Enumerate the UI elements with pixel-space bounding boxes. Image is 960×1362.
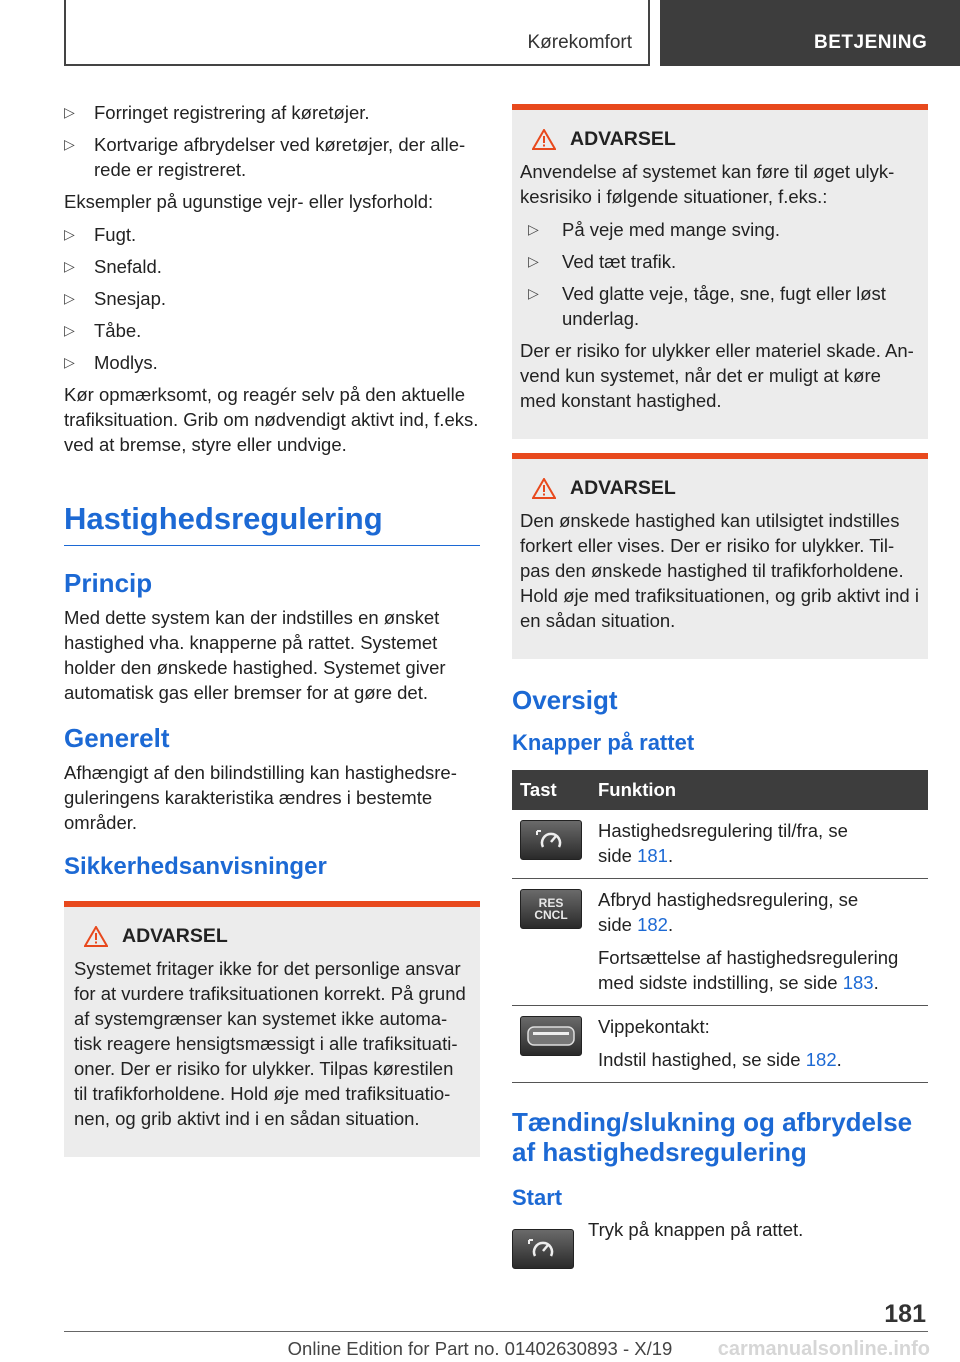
examples-intro: Eksempler på ugunstige vejr- eller lysforhold: xyxy=(64,191,434,212)
warning-box xyxy=(512,104,928,439)
bullet-triangle-icon: ▷ xyxy=(64,226,75,242)
buttons-heading: Knapper på rattet xyxy=(512,730,695,755)
list-item: ▷ Tåbe. xyxy=(64,320,142,341)
overview-heading: Oversigt xyxy=(512,685,618,715)
bullet-triangle-icon: ▷ xyxy=(64,354,75,370)
list-item: ▷ Modlys. xyxy=(64,352,158,373)
warning-triangle-icon xyxy=(84,926,108,947)
res-cncl-icon: RES CNCL xyxy=(520,889,582,929)
warning-outro: Der er risiko for ulykker eller materiel skade. An-vend kun systemet, når det er muligt at køre med konstant hastighed. xyxy=(520,340,914,411)
bullet-triangle-icon: ▷ xyxy=(64,322,75,338)
list-item: ▷ Ved tæt trafik. xyxy=(528,251,677,272)
section-title: Kørekomfort xyxy=(527,32,632,53)
cruise-onoff-icon xyxy=(520,820,582,860)
row-description: Vippekontakt: xyxy=(598,1016,710,1037)
col-header-function: Funktion xyxy=(590,770,928,810)
watermark: carmanualsonline.info xyxy=(717,1338,930,1360)
header-section-box xyxy=(64,0,650,66)
onoff-heading: Tænding/slukning og afbrydelse af hastighedsregulering xyxy=(512,1107,913,1167)
row-description: Hastighedsregulering til/fra, se xyxy=(598,820,848,841)
left-column xyxy=(64,100,480,1157)
warning-intro: Anvendelse af systemet kan føre til øget ulyk-kesrisiko i følgende situationer, f.eks.: xyxy=(520,161,895,207)
list-item: ▷ På veje med mange sving. xyxy=(528,219,781,240)
cruise-onoff-icon xyxy=(512,1229,574,1269)
table-row: Hastighedsregulering til/fra, se side 181. xyxy=(512,810,928,879)
list-item: ▷ Snesjap. xyxy=(64,288,166,309)
list-item: ▷ Fugt. xyxy=(64,224,137,245)
page-link[interactable]: 181 xyxy=(637,845,668,866)
footer-divider xyxy=(64,1331,928,1332)
list-item: ▷ Forringet registrering af køretøjer. xyxy=(64,102,370,123)
page-number: 181 xyxy=(884,1300,926,1328)
bullet-triangle-icon: ▷ xyxy=(64,136,75,152)
table-row: RES CNCL Afbryd hastighedsregulering, se side 182. Fortsættelse af hastighedsregulering med sidste indstilling, se side 183. xyxy=(512,879,928,1006)
principle-heading: Princip xyxy=(64,568,153,598)
bullet-triangle-icon: ▷ xyxy=(64,290,75,306)
start-heading: Start xyxy=(512,1185,563,1210)
bullet-triangle-icon: ▷ xyxy=(64,104,75,120)
col-header-key: Tast xyxy=(512,770,590,810)
header-chapter-box xyxy=(660,0,960,66)
safety-heading: Sikkerhedsanvisninger xyxy=(64,853,327,880)
bullet-triangle-icon: ▷ xyxy=(64,258,75,274)
list-item: ▷ Ved glatte veje, tåge, sne, fugt eller løst underlag. xyxy=(528,283,886,329)
list-item: ▷ Kortvarige afbrydelser ved køretøjer, der alle-rede er registreret. xyxy=(64,134,466,180)
page-link[interactable]: 182 xyxy=(805,1049,837,1070)
general-text: Afhængigt af den bilindstilling kan hastighedsre-guleringens karakteristika ændres i bestemte områder. xyxy=(64,762,457,833)
table-header-row xyxy=(512,770,928,810)
bullet-triangle-icon: ▷ xyxy=(528,221,539,237)
general-heading: Generelt xyxy=(64,723,170,753)
row-description: Afbryd hastighedsregulering, se xyxy=(598,889,859,910)
bullet-triangle-icon: ▷ xyxy=(528,253,539,269)
warning-box xyxy=(64,901,480,1157)
page-title: Hastighedsregulering xyxy=(64,501,480,546)
list-item: ▷ Snefald. xyxy=(64,256,162,277)
warning-title: ADVARSEL xyxy=(520,477,920,500)
rocker-switch-icon xyxy=(520,1016,582,1056)
warning-title: ADVARSEL xyxy=(520,128,920,151)
warning-text: Den ønskede hastighed kan utilsigtet indstilles forkert eller vises. Der er risiko for ulykker. Til-pas den ønskede hastighed til trafikforholdene. Hold øje med trafiksituationen, og grib aktivt ind i en sådan situation. xyxy=(520,510,919,631)
table-row: Vippekontakt: Indstil hastighed, se side 182. xyxy=(512,1006,928,1083)
chapter-title: BETJENING xyxy=(814,32,928,53)
right-column xyxy=(512,104,928,1269)
page-link[interactable]: 183 xyxy=(842,972,874,993)
warning-triangle-icon xyxy=(532,129,556,150)
warning-box xyxy=(512,453,928,659)
start-text: Tryk på knappen på rattet. xyxy=(588,1219,804,1240)
warning-text: Systemet fritager ikke for det personlige ansvar for at vurdere trafiksituationen korrekt. På grund af systemgrænser kan systemet ikke automa-tisk reagere hensigtsmæssigt i alle trafiksituati-oner. Der er risiko for ulykker. Tilpas kørestilen til trafikforholdene. Hold øje med trafiksituatio-nen, og grib aktivt ind i en sådan situation. xyxy=(74,958,466,1129)
buttons-table xyxy=(512,770,928,1083)
warning-title: ADVARSEL xyxy=(72,925,472,948)
principle-text: Med dette system kan der indstilles en ønsket hastighed vha. knapperne på rattet. Systemet holder den ønskede hastighed. Systemet giver automatisk gas eller bremser for at gøre det. xyxy=(64,607,446,703)
start-row xyxy=(512,1217,928,1269)
page-link[interactable]: 182 xyxy=(637,914,668,935)
drive-text: Kør opmærksomt, og reagér selv på den aktuelle trafiksituation. Grib om nødvendigt aktivt ind, f.eks. ved at bremse, styre eller undvige. xyxy=(64,384,479,455)
bullet-triangle-icon: ▷ xyxy=(528,285,539,301)
warning-triangle-icon xyxy=(532,478,556,499)
edition-text: Online Edition for Part no. 01402630893 - X/19 xyxy=(287,1338,673,1359)
